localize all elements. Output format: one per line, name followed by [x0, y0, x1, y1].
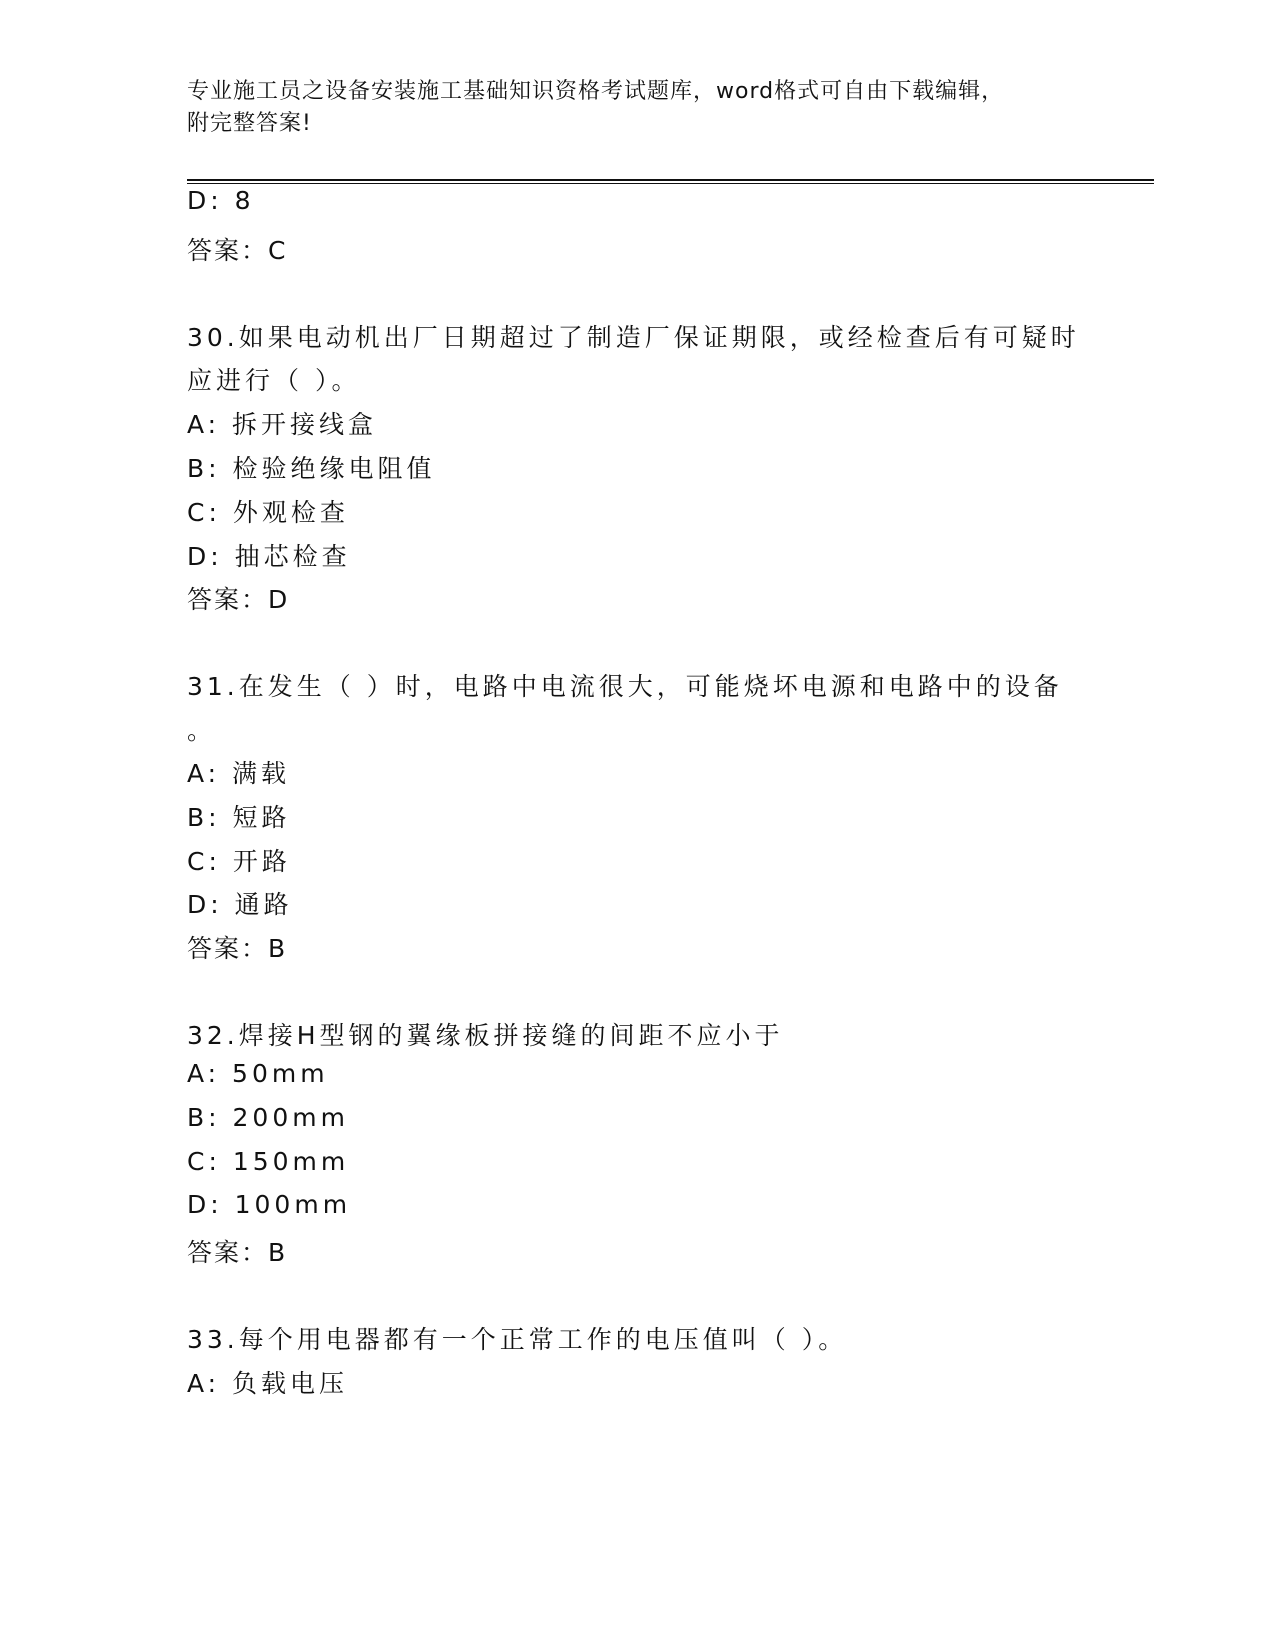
question-32-stem: 32.焊接H型钢的翼缘板拼接缝的间距不应小于 — [187, 1021, 784, 1050]
question-30-option-d: D: 抽芯检查 — [187, 542, 351, 571]
page-header — [187, 76, 1087, 140]
question-33-stem: 33.每个用电器都有一个正常工作的电压值叫（ ）。 — [187, 1325, 848, 1354]
question-32-option-d: D: 100mm — [187, 1190, 352, 1219]
header-line-2: 附完整答案! — [187, 111, 312, 136]
question-33-option-a: A: 负载电压 — [187, 1369, 349, 1398]
question-32-option-b: B: 200mm — [187, 1103, 349, 1132]
question-31-option-c: C: 开路 — [187, 847, 291, 876]
question-30-option-a: A: 拆开接线盒 — [187, 410, 378, 439]
question-31-stem-line-2: 。 — [187, 716, 217, 745]
question-30-option-c: C: 外观检查 — [187, 498, 349, 527]
question-32-option-a: A: 50mm — [187, 1059, 329, 1088]
question-31-answer: 答案：B — [187, 934, 288, 963]
header-line-1: 专业施工员之设备安装施工基础知识资格考试题库，word格式可自由下载编辑， — [187, 79, 1005, 104]
question-30-option-b: B: 检验绝缘电阻值 — [187, 454, 436, 483]
question-32-option-c: C: 150mm — [187, 1147, 350, 1176]
question-30-stem-line-2: 应进行（ ）。 — [187, 366, 361, 395]
question-30-stem-line-1: 30.如果电动机出厂日期超过了制造厂保证期限，或经检查后有可疑时 — [187, 323, 1080, 352]
question-31-stem-line-1: 31.在发生（ ）时，电路中电流很大，可能烧坏电源和电路中的设备 — [187, 672, 1063, 701]
question-30-answer: 答案：D — [187, 585, 290, 614]
previous-option-d: D: 8 — [187, 186, 255, 215]
question-31-option-b: B: 短路 — [187, 803, 291, 832]
question-31-option-a: A: 满载 — [187, 759, 291, 788]
question-32-answer: 答案：B — [187, 1238, 288, 1267]
header-divider — [187, 179, 1154, 184]
question-31-option-d: D: 通路 — [187, 890, 293, 919]
previous-answer: 答案：C — [187, 236, 288, 265]
